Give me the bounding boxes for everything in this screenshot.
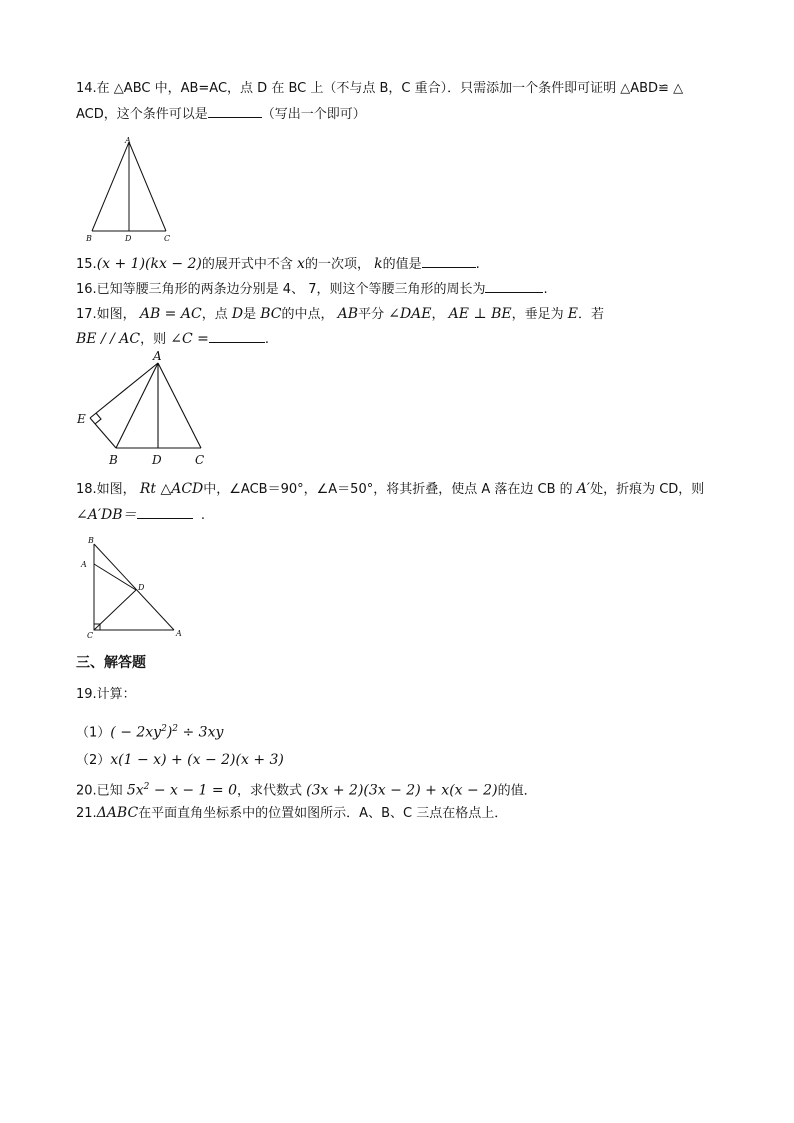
q15-end: .	[475, 257, 480, 272]
q20-expr-rest: − x − 1 = 0	[149, 782, 237, 799]
q17-line2	[76, 330, 269, 349]
q17-expr-e: E	[567, 306, 578, 322]
q18-line1	[76, 480, 704, 499]
q20-expr-2: (3x + 2)(3x − 2) + x(x − 2)	[306, 782, 498, 799]
q14-figure	[80, 136, 180, 246]
q17-expr-ab-ac: AB = AC	[139, 306, 202, 322]
q16-end: .	[543, 282, 548, 297]
q18-label-a-prime: A	[81, 560, 87, 569]
q17-number: 17.如图，	[76, 307, 136, 322]
q14-side-ac	[129, 142, 166, 231]
q17-side-ab	[116, 363, 158, 448]
q18-expr-rt-acd: Rt △ACD	[139, 481, 204, 497]
q18-label-d: D	[138, 583, 145, 592]
q17-label-e: E	[77, 412, 86, 426]
q17-right-angle-mark	[95, 413, 101, 424]
q20-text-1: ，求代数式	[236, 783, 302, 799]
q17-text-2: 是	[243, 307, 257, 322]
q15-line	[76, 255, 480, 274]
q15-number: 15.	[76, 257, 97, 272]
q17-figure	[74, 348, 214, 470]
q14-text-b: （写出一个即可）	[261, 107, 366, 122]
q15-var-k: k	[374, 256, 383, 272]
q16-line	[76, 280, 548, 299]
q15-var-x: x	[297, 256, 305, 272]
q18-answer-blank	[137, 506, 193, 519]
q15-text-3: 的值是	[382, 257, 422, 272]
q18-label-a: A	[176, 629, 182, 638]
q18-text-1: 中，∠ACB＝90°，∠A＝50°，将其折叠，使点 A 落在边 CB 的	[203, 482, 573, 497]
q19-part2-expr: x(1 − x) + (x − 2)(x + 3)	[110, 752, 284, 768]
q17-end: .	[264, 332, 270, 347]
q15-text-1: 的展开式中不含	[201, 257, 293, 272]
q14-side-ab	[92, 142, 129, 231]
q17-text-8: ，则	[140, 332, 167, 347]
q17-line1	[76, 305, 604, 324]
q17-label-c: C	[195, 453, 205, 467]
q14-answer-blank	[208, 105, 262, 118]
q19-part1-label: （1）	[76, 725, 111, 741]
q17-expr-angle-dae: ∠DAE	[388, 306, 432, 322]
q14-label-a: A	[125, 136, 131, 145]
q21-line	[76, 804, 507, 823]
q18-hypotenuse	[94, 544, 174, 630]
q18-fold-edge	[94, 564, 136, 590]
q15-text-2: 的一次项，	[304, 257, 370, 272]
q17-expr-ab: AB	[337, 306, 359, 322]
q18-end: .	[200, 508, 205, 523]
q20-line	[76, 778, 537, 800]
q20-expr-5x: 5x	[126, 782, 144, 799]
q17-label-b: B	[109, 453, 118, 467]
q17-text-1: ，点	[201, 307, 228, 322]
q17-text-4: 平分	[358, 307, 385, 322]
q17-expr-be-parallel-ac: BE / / AC	[76, 331, 141, 347]
q19-part1-rest: ÷ 3xy	[178, 724, 224, 741]
q19-part1-exp-outer: 2	[172, 724, 179, 734]
q15-answer-blank	[422, 255, 476, 268]
q14-text-a: ACD，这个条件可以是	[76, 107, 208, 122]
q19-part1-exp-inner: 2	[161, 724, 167, 734]
q18-number: 18.如图，	[76, 482, 136, 497]
q18-text-2: 处，折痕为 CD，则	[590, 482, 705, 497]
q16-answer-blank	[485, 280, 543, 293]
q19-part2	[76, 751, 284, 770]
q16-text: 16.已知等腰三角形的两条边分别是 4、 7，则这个等腰三角形的周长为	[76, 282, 486, 297]
q21-text: 在平面直角坐标系中的位置如图所示．A、B、C 三点在格点上．	[138, 806, 508, 821]
q20-number: 20.已知	[76, 783, 123, 799]
q14-line2	[76, 105, 366, 124]
q20-exp: 2	[143, 782, 150, 792]
q19-part2-label: （2）	[76, 753, 111, 768]
q18-expr-a-prime: A′	[576, 481, 591, 497]
q17-expr-angle-c: ∠C =	[170, 331, 209, 347]
q17-text-3: 的中点，	[281, 307, 334, 322]
q19-part1-close: )	[166, 724, 173, 741]
q20-text-2: 的值．	[497, 783, 537, 799]
q18-label-b: B	[88, 536, 94, 545]
q17-side-ac	[158, 363, 201, 448]
q18-line2	[76, 506, 205, 525]
q14-label-b: B	[86, 234, 92, 243]
q17-label-d: D	[152, 453, 162, 467]
q17-expr-bc: BC	[260, 306, 282, 322]
q17-answer-blank	[209, 330, 265, 343]
q17-expr-d: D	[231, 306, 244, 322]
q17-expr-ae-perp-be: AE ⊥ BE	[448, 306, 512, 322]
q18-label-c: C	[87, 631, 94, 640]
q17-segment-ae	[90, 363, 158, 418]
q21-expr: ΔABC	[96, 805, 139, 821]
q19-title: 19.计算：	[76, 687, 136, 702]
q15-expression: (x + 1)(kx − 2)	[96, 256, 202, 272]
section-heading: 三、解答题	[76, 655, 146, 671]
q14-label-c: C	[164, 234, 171, 243]
q21-number: 21.	[76, 806, 97, 821]
q14-line1: 14.在 △ABC 中，AB=AC，点 D 在 BC 上（不与点 B，C 重合）．只需添加一个条件即可证明 △ABD≌ △	[76, 81, 684, 96]
q18-figure	[78, 534, 190, 642]
q17-text-7: ．若	[577, 307, 604, 322]
q14-label-d: D	[125, 234, 132, 243]
q17-segment-be	[90, 418, 116, 448]
q19-part1-expr: ( − 2xy	[110, 724, 162, 741]
q19-part1	[76, 720, 223, 742]
q18-expr-angle: ∠A′DB＝	[76, 507, 137, 523]
q17-label-a: A	[153, 349, 162, 363]
q17-text-6: ，垂足为	[511, 307, 564, 322]
q17-text-5: ，	[431, 307, 445, 322]
